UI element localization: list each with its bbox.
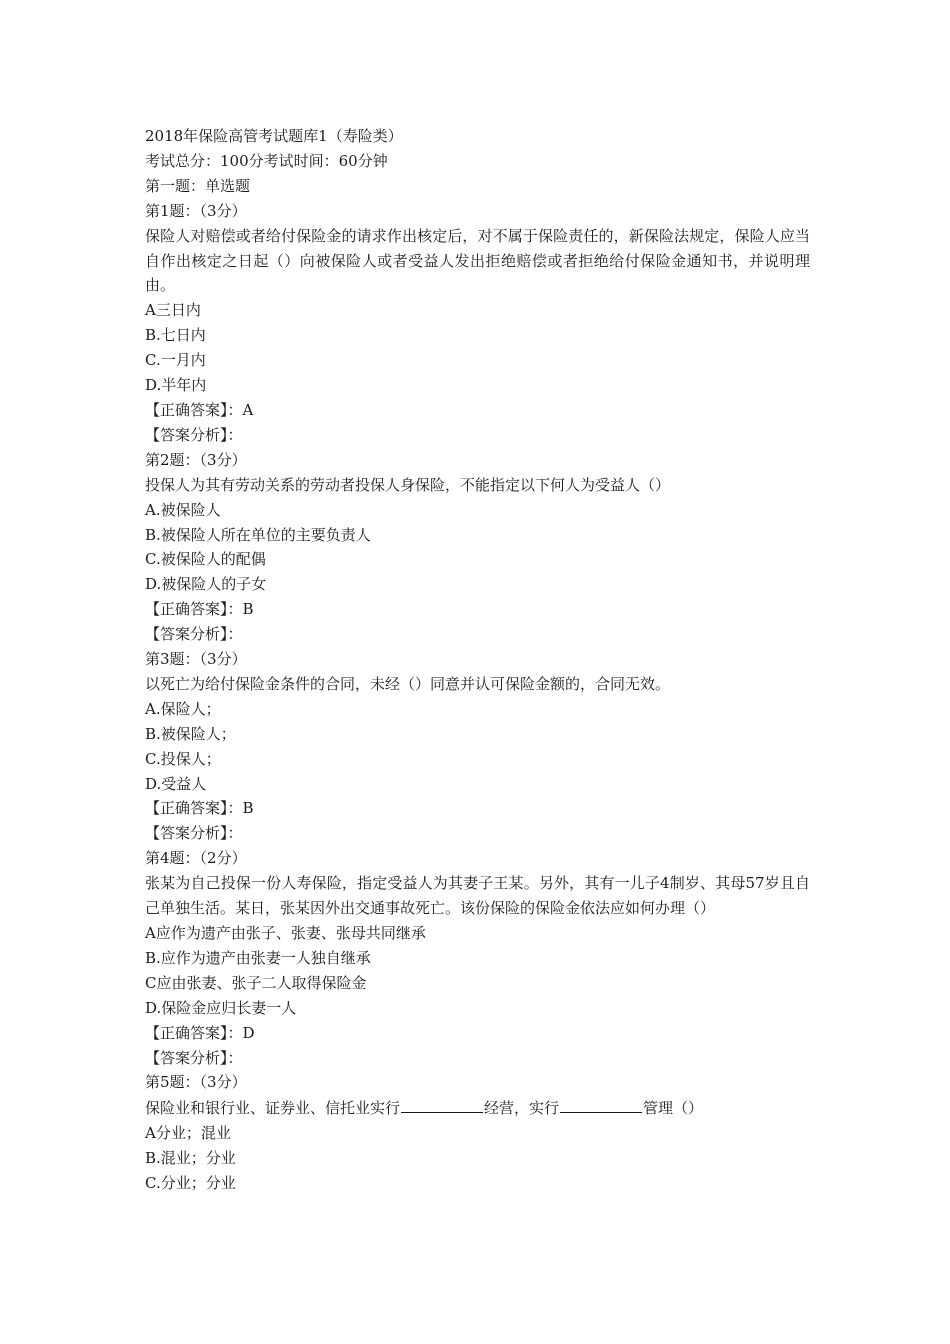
option-c: C.一月内 [145, 351, 206, 370]
answer-analysis-label: 【答案分析】： [145, 625, 243, 644]
fill-blank-1 [401, 1095, 483, 1113]
correct-answer [145, 1021, 810, 1046]
option-a: A三日内 [145, 301, 201, 320]
correct-answer-value: A [242, 400, 254, 419]
question-stem [145, 1095, 810, 1121]
question-3 [145, 647, 810, 846]
correct-answer-label: 【正确答案】： [145, 1023, 243, 1042]
option-a: A分业；混业 [145, 1124, 231, 1143]
document-title: 2018年保险高管考试题库1（寿险类） [145, 127, 403, 145]
correct-answer-label: 【正确答案】： [145, 400, 243, 419]
correct-answer-label: 【正确答案】： [145, 799, 243, 818]
option-c: C.被保险人的配偶 [145, 550, 266, 569]
question-5 [145, 1070, 810, 1196]
question-4 [145, 846, 810, 1070]
question-stem: 张某为自己投保一份人寿保险，指定受益人为其妻子王某。另外，其有一儿子4制岁、其母57岁且自己单独生活。某日，张某因外出交通事故死亡。该份保险的保险金依法应如何办理（） [145, 874, 810, 918]
correct-answer-label: 【正确答案】： [145, 600, 243, 619]
stem-part-2: 经营，实行 [484, 1099, 560, 1118]
option-a: A.保险人； [145, 699, 221, 718]
document-body [145, 124, 810, 1196]
answer-analysis-label: 【答案分析】： [145, 824, 243, 843]
correct-answer-value: B [242, 600, 254, 619]
question-2 [145, 448, 810, 647]
question-header: 第2题：（3分） [145, 450, 247, 469]
answer-analysis-label: 【答案分析】： [145, 1048, 243, 1067]
question-stem: 以死亡为给付保险金条件的合同，未经（）同意并认可保险金额的，合同无效。 [145, 674, 671, 693]
option-a: A应作为遗产由张子、张妻、张母共同继承 [145, 924, 426, 942]
stem-part-3: 管理（） [643, 1099, 704, 1118]
question-header: 第4题：（2分） [145, 849, 247, 868]
option-b: B.七日内 [145, 326, 206, 345]
option-c: C.投保人； [145, 749, 221, 768]
fill-blank-2 [560, 1095, 642, 1113]
option-d: D.半年内 [145, 376, 207, 395]
question-1 [145, 199, 810, 448]
correct-answer [145, 398, 810, 423]
answer-analysis-label: 【答案分析】： [145, 425, 243, 444]
correct-answer [145, 597, 810, 622]
option-b: B.应作为遗产由张妻一人独自继承 [145, 948, 371, 967]
section-heading: 第一题：单选题 [145, 176, 251, 195]
option-c: C应由张妻、张子二人取得保险金 [145, 973, 367, 992]
question-stem: 投保人为其有劳动关系的劳动者投保人身保险，不能指定以下何人为受益人（） [145, 475, 671, 494]
exam-info: 考试总分：100分考试时间：60分钟 [145, 151, 388, 170]
question-header: 第5题：（3分） [145, 1073, 247, 1092]
correct-answer-value: B [242, 799, 254, 818]
option-b: B.被保险人所在单位的主要负责人 [145, 525, 371, 544]
correct-answer [145, 796, 810, 821]
stem-part-1: 保险业和银行业、证券业、信托业实行 [145, 1099, 401, 1118]
option-c: C.分业；分业 [145, 1174, 236, 1193]
option-b: B.被保险人； [145, 724, 236, 743]
option-d: D.受益人 [145, 774, 207, 793]
question-header: 第1题：（3分） [145, 201, 247, 220]
option-d: D.保险金应归长妻一人 [145, 998, 297, 1017]
option-d: D.被保险人的子女 [145, 575, 267, 594]
option-a: A.被保险人 [145, 500, 221, 519]
option-b: B.混业；分业 [145, 1149, 236, 1168]
question-header: 第3题：（3分） [145, 650, 247, 669]
correct-answer-value: D [242, 1023, 255, 1042]
question-stem: 保险人对赔偿或者给付保险金的请求作出核定后，对不属于保险责任的，新保险法规定，保险人应当自作出核定之日起（）向被保险人或者受益人发出拒绝赔偿或者拒绝给付保险金通知书，并说明理由。 [145, 226, 810, 295]
